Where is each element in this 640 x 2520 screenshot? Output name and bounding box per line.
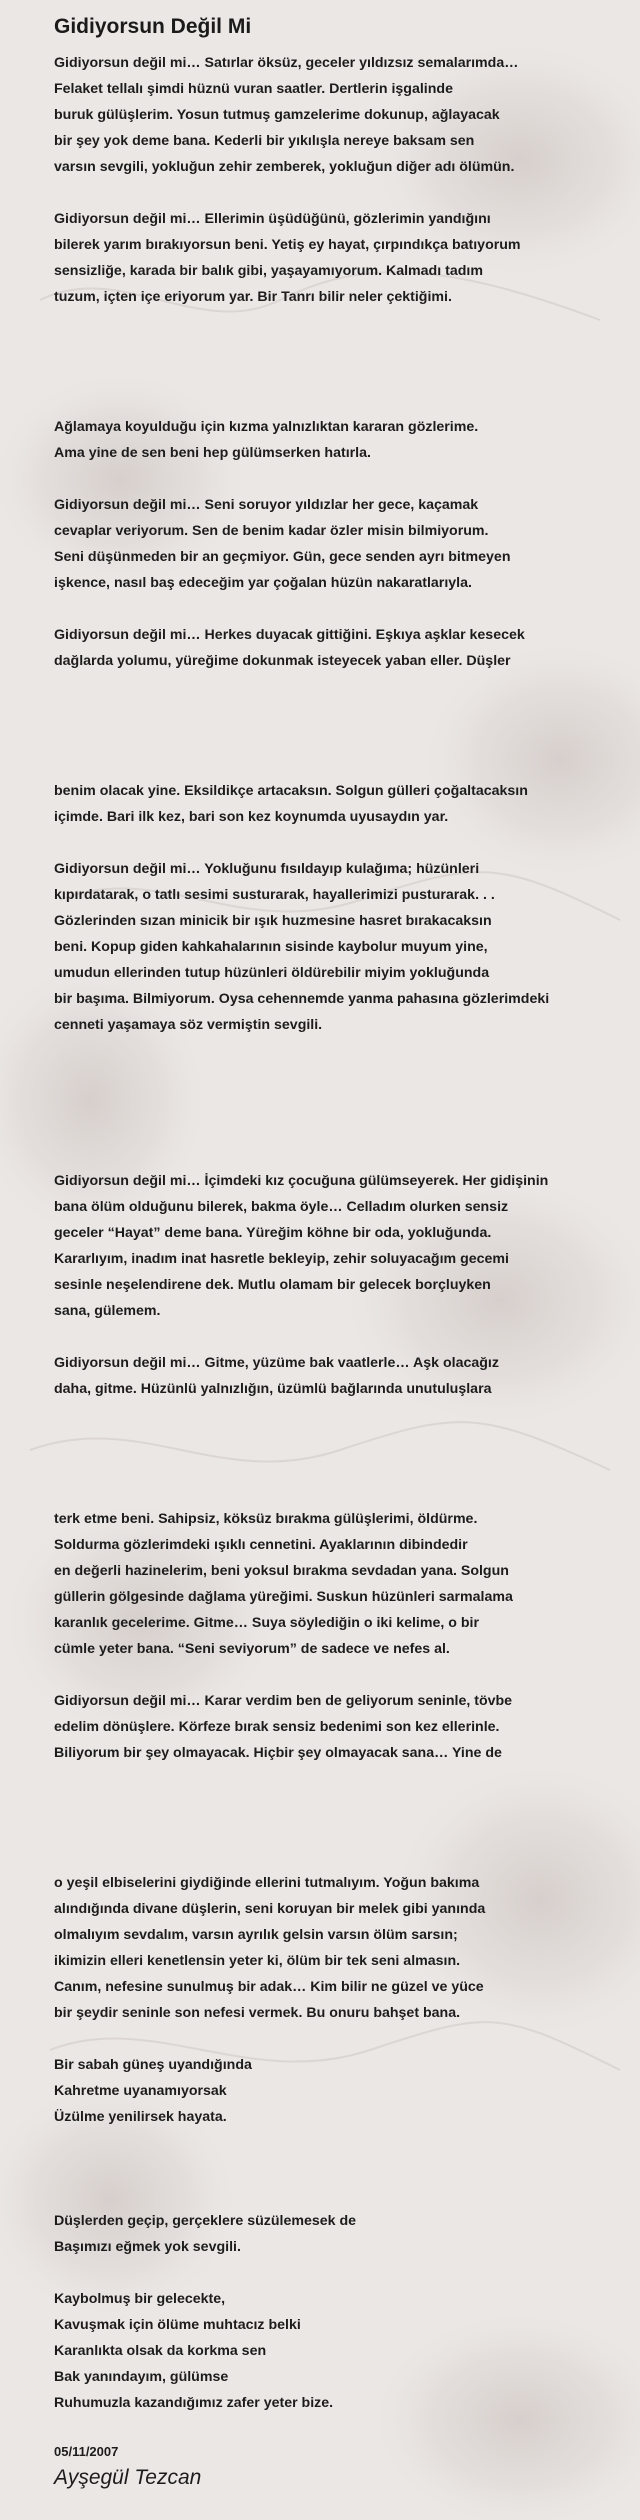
poem-author: Ayşegül Tezcan: [54, 2466, 202, 2489]
poem-title: Gidiyorsun Değil Mi: [54, 15, 252, 38]
stanza-2: Gidiyorsun değil mi… Ellerimin üşüdüğünü, gözlerimin yandığını bilerek yarım bırakıyorsun beni. Yetiş ey hayat, çırpındıkça batıyorum sensizliğe, karada bir balık gibi, yaşayamıyorum. Kalmadı tadım tuzum, içten içe eriyorum yar. Bir Tanrı bilir neler çektiğimi.: [54, 211, 521, 305]
stanza-7: Gidiyorsun değil mi… Yokluğunu fısıldayıp kulağıma; hüzünleri kıpırdatarak, o tatlı sesimi susturarak, hayallerimizi pusturarak. . . Gözlerinden sızan minicik bir ışık huzmesine hasret bırakacaksın beni. Kopup giden kahkahalarının sisinde kaybolur muyum yine, umudun ellerinden tutup hüzünleri öldürebilir miyim yokluğunda bir başıma. Bilmiyorum. Oysa cehennemde yanma pahasına gözlerimdeki cenneti yaşamaya söz vermiştin sevgili.: [54, 861, 550, 1033]
poem-date: 05/11/2007: [54, 2444, 119, 2459]
stanza-5: Gidiyorsun değil mi… Herkes duyacak gittiğini. Eşkıya aşklar kesecek dağlarda yolumu, yüreğime dokunmak isteyecek yaban eller. Düşler: [54, 627, 525, 669]
stanza-14: Düşlerden geçip, gerçeklere süzülemesek de Başımızı eğmek yok sevgili.: [54, 2213, 357, 2255]
stanza-6: benim olacak yine. Eksildikçe artacaksın. Solgun gülleri çoğaltacaksın içimde. Bari ilk kez, bari son kez koynumda uyusaydın yar.: [54, 783, 528, 825]
stanza-15: Kaybolmuş bir gelecekte, Kavuşmak için ölüme muhtacız belki Karanlıkta olsak da korkma sen Bak yanındayım, gülümse Ruhumuzla kazandığımız zafer yeter bize.: [54, 2291, 334, 2411]
stanza-1: Gidiyorsun değil mi… Satırlar öksüz, geceler yıldızsız semalarımda… Felaket tellalı şimdi hüznü vuran saatler. Dertlerin işgalinde buruk gülüşlerim. Yosun tutmuş gamzelerime dokunup, ağlayacak bir şey yok deme bana. Kederli bir yıkılışla nereye baksam sen varsın sevgili, yokluğun zehir zemberek, yokluğun diğer adı ölümün.: [54, 55, 519, 175]
stanza-12: o yeşil elbiselerini giydiğinde ellerini tutmalıyım. Yoğun bakıma alındığında divane düşlerin, seni koruyan bir melek gibi yanında olmalıyım sevdalım, varsın ayrılık gelsin varsın ölüm sarsın; ikimizin elleri kenetlensin yeter ki, ölüm bir tek seni almasın. Canım, nefesine sunulmuş bir adak… Kim bilir ne güzel ve yüce bir şeydir seninle son nefesi vermek. Bu onuru bahşet bana.: [54, 1875, 486, 2021]
stanza-3: Ağlamaya koyulduğu için kızma yalnızlıktan kararan gözlerime. Ama yine de sen beni hep gülümserken hatırla.: [54, 419, 479, 461]
stanza-9: Gidiyorsun değil mi… Gitme, yüzüme bak vaatlerle… Aşk olacağız daha, gitme. Hüzünlü yalnızlığın, üzümlü bağlarında unutuluşlara: [54, 1355, 499, 1397]
stanza-8: Gidiyorsun değil mi… İçimdeki kız çocuğuna gülümseyerek. Her gidişinin bana ölüm olduğunu bilerek, bakma öyle… Celladım olurken sensiz geceler “Hayat” deme bana. Yüreğim köhne bir oda, yokluğunda. Kararlıyım, inadım inat hasretle bekleyip, zehir soluyacağım gecemi sesinle neşelendirene dek. Mutlu olamam bir gelecek borçluyken sana, gülemem.: [54, 1173, 549, 1319]
stanza-11: Gidiyorsun değil mi… Karar verdim ben de geliyorum seninle, tövbe edelim dönüşlere. Körfeze bırak sensiz bedenimi son kez ellerinle. Biliyorum bir şey olmayacak. Hiçbir şey olmayacak sana… Yine de: [54, 1693, 513, 1761]
stanza-4: Gidiyorsun değil mi… Seni soruyor yıldızlar her gece, kaçamak cevaplar veriyorum. Sen de benim kadar özler misin bilmiyorum. Seni düşünmeden bir an geçmiyor. Gün, gece senden ayrı bitmeyen işkence, nasıl baş edeceğim yar çoğalan hüzün nakaratlarıyla.: [54, 497, 511, 591]
poem-body: [54, 50, 618, 2416]
stanza-10: terk etme beni. Sahipsiz, köksüz bırakma gülüşlerimi, öldürme. Soldurma gözlerimdeki ışıklı cennetini. Ayaklarının dibindedir en değerli hazinelerim, beni yoksul bırakma sevdadan yana. Solgun güllerin gölgesinde dağlama yüreğimi. Suskun hüzünleri sarmalama karanlık gecelerime. Gitme… Suya söylediğin o iki kelime, o bir cümle yeter bana. “Seni seviyorum” de sadece ve nefes al.: [54, 1511, 513, 1657]
stanza-13: Bir sabah güneş uyandığında Kahretme uyanamıyorsak Üzülme yenilirsek hayata.: [54, 2057, 252, 2125]
